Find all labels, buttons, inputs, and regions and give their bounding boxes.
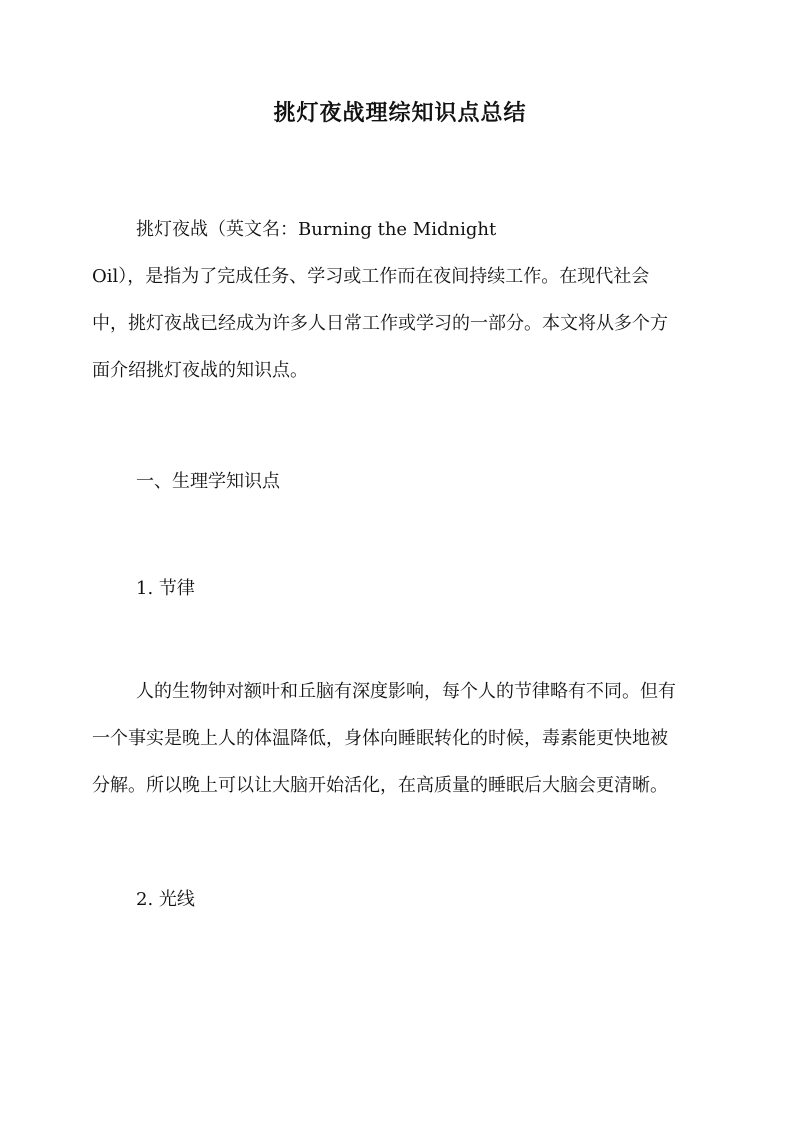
rhythm-line-2: 一个事实是晚上人的体温降低，身体向睡眠转化的时候，毒素能更快地被 xyxy=(92,728,668,749)
intro-line-3: 中，挑灯夜战已经成为许多人日常工作或学习的一部分。本文将从多个方 xyxy=(92,313,668,334)
rhythm-paragraph xyxy=(92,668,702,809)
intro-line-2: Oil），是指为了完成任务、学习或工作而在夜间持续工作。在现代社会 xyxy=(92,266,650,287)
item-heading-rhythm: 1. 节律 xyxy=(136,578,195,599)
section-heading-physiology: 一、生理学知识点 xyxy=(136,471,280,492)
intro-line-1: 挑灯夜战（英文名：Burning the Midnight xyxy=(136,219,497,240)
rhythm-line-1: 人的生物钟对额叶和丘脑有深度影响，每个人的节律略有不同。但有 xyxy=(136,681,676,702)
item-heading-light: 2. 光线 xyxy=(136,889,195,910)
rhythm-line-3: 分解。所以晚上可以让大脑开始活化，在高质量的睡眠后大脑会更清晰。 xyxy=(92,775,668,796)
intro-paragraph xyxy=(92,206,702,394)
intro-line-4: 面介绍挑灯夜战的知识点。 xyxy=(92,360,308,381)
document-title: 挑灯夜战理综知识点总结 xyxy=(273,100,527,126)
